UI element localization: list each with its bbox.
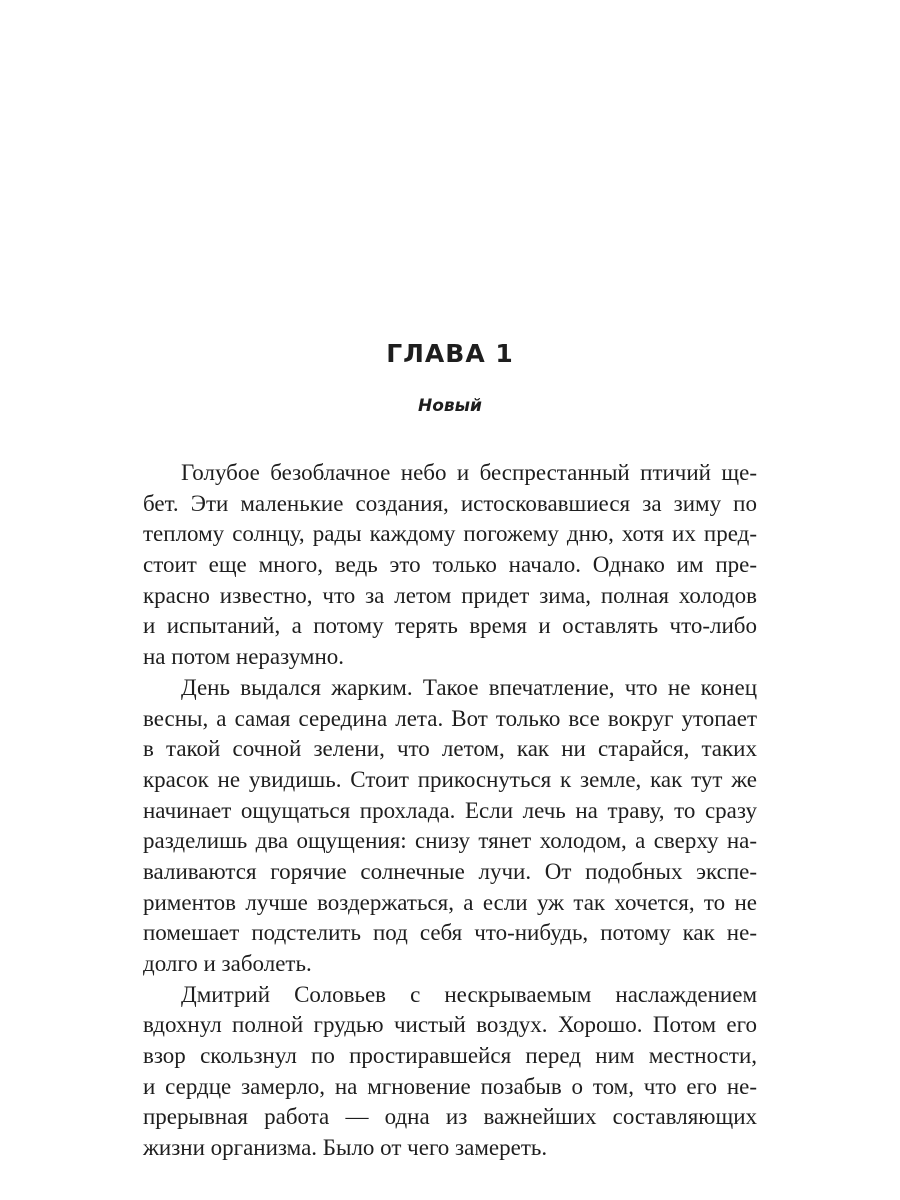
text-line: в такой сочной зелени, что летом, как ни старайся, таких (143, 736, 757, 762)
paragraph (143, 458, 757, 673)
text-line: на потом неразумно. (143, 644, 345, 670)
text-line: и испытаний, а потому терять время и оставлять что-либо (143, 613, 757, 639)
chapter-body (143, 458, 757, 1164)
text-line: помешает подстелить под себя что-нибудь, потому как не- (143, 920, 757, 946)
text-line: красно известно, что за летом придет зима, полная холодов (143, 582, 757, 608)
text-line: долго и заболеть. (143, 951, 312, 976)
text-line: начинает ощущаться прохлада. Если лечь на траву, то сразу (143, 797, 757, 823)
text-line: и сердце замерло, на мгновение позабыв о том, что его не- (143, 1073, 757, 1099)
text-line: риментов лучше воздержаться, а если уж так хочется, то не (143, 889, 757, 915)
paragraph (143, 673, 757, 980)
chapter-subtitle: Новый (418, 396, 482, 416)
text-line: Дмитрий Соловьев с нескрываемым наслаждением (181, 981, 757, 1007)
text-line: взор скользнул по простиравшейся перед ним местности, (143, 1043, 757, 1069)
text-line: стоит еще много, ведь это только начало. Однако им пре- (143, 552, 757, 578)
text-line: День выдался жарким. Такое впечатление, что не конец (181, 674, 757, 700)
text-line: валиваются горячие солнечные лучи. От подобных экспе- (143, 858, 757, 884)
text-line: разделишь два ощущения: снизу тянет холодом, а сверху на- (143, 828, 757, 854)
text-line: бет. Эти маленькие создания, истосковавшиеся за зиму по (143, 490, 757, 516)
text-line: вдохнул полной грудью чистый воздух. Хорошо. Потом его (143, 1012, 757, 1038)
text-line: Голубое безоблачное небо и беспрестанный птичий ще- (181, 460, 757, 485)
text-line: жизни организма. Было от чего замереть. (143, 1135, 548, 1161)
text-line: весны, а самая середина лета. Вот только все вокруг утопает (143, 705, 757, 731)
paragraph (143, 980, 757, 1164)
text-line: прерывная работа — одна из важнейших составляющих (143, 1104, 757, 1130)
text-line: красок не увидишь. Стоит прикоснуться к земле, как тут же (143, 766, 757, 792)
text-line: теплому солнцу, рады каждому погожему дню, хотя их пред- (143, 521, 757, 547)
chapter-title: ГЛАВА 1 (386, 339, 514, 368)
